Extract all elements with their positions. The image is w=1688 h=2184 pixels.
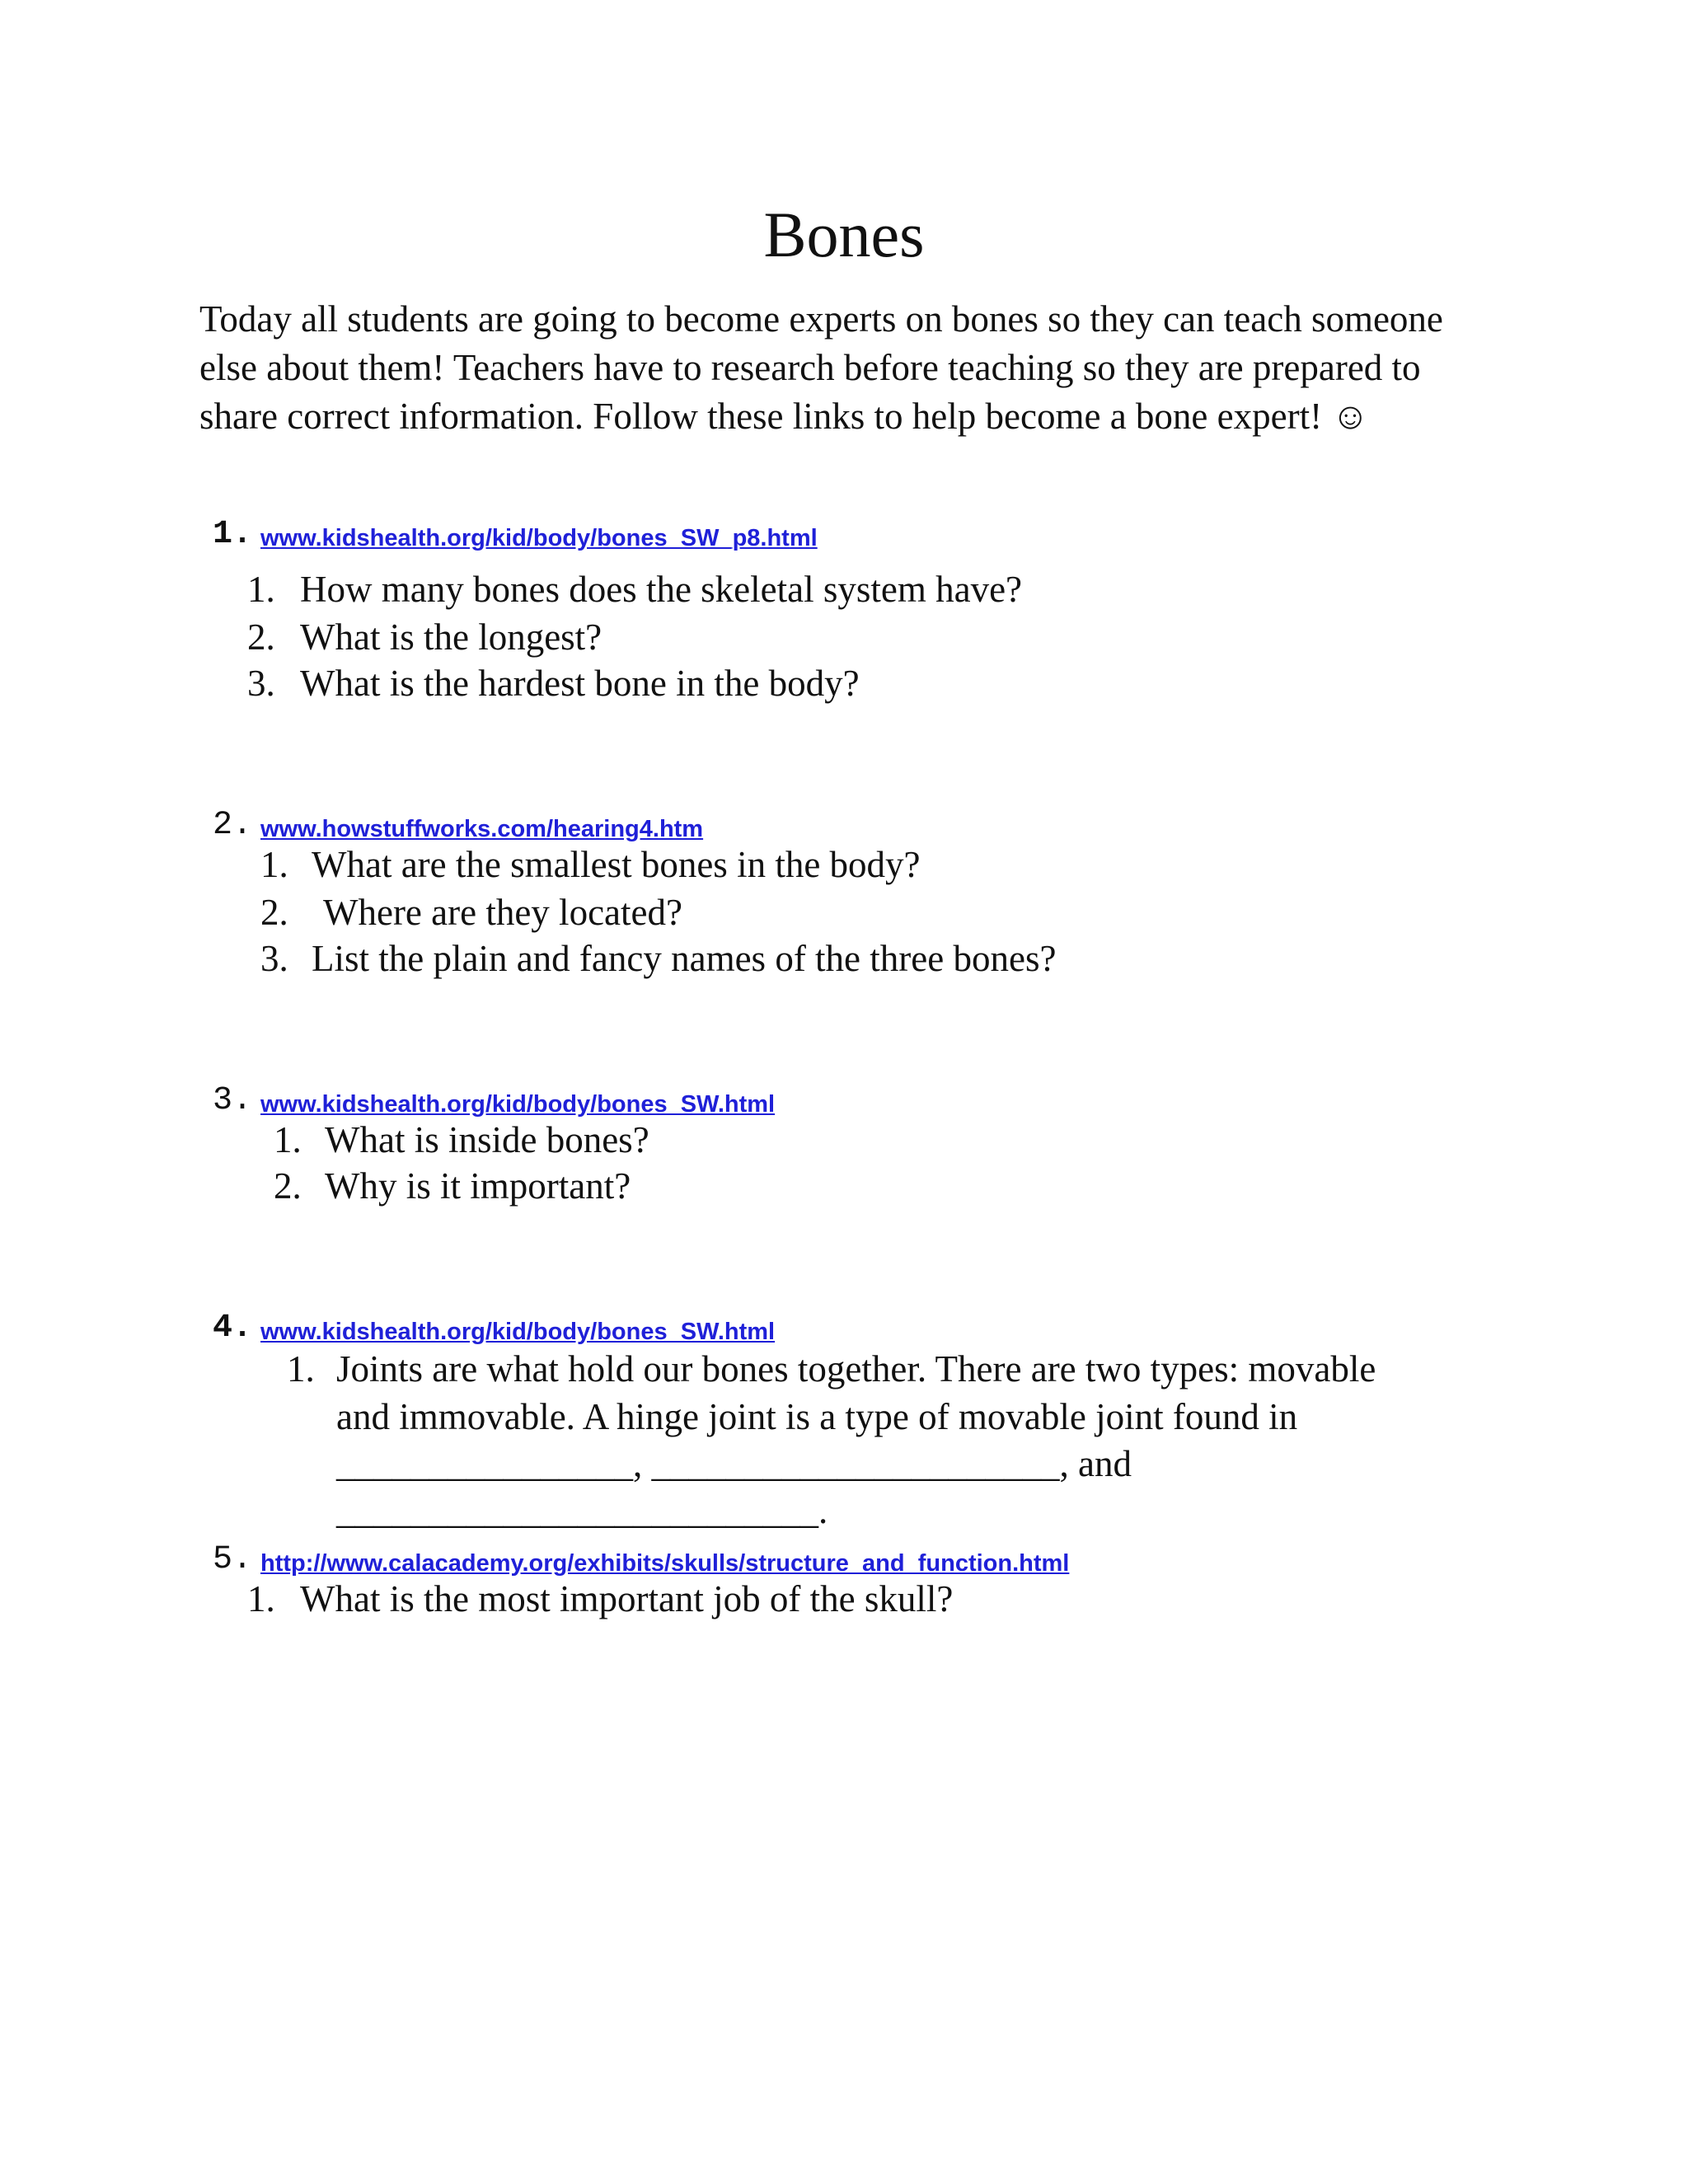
question-2-1	[260, 841, 921, 888]
question-number: 3.	[260, 938, 288, 979]
question-text: What is the longest?	[300, 616, 603, 658]
question-text: What are the smallest bones in the body?	[312, 844, 921, 885]
question-3-1	[274, 1117, 649, 1163]
question-number: 2.	[260, 892, 288, 933]
question-3-2	[274, 1163, 631, 1209]
section-number-1: 1.	[213, 516, 253, 553]
section-link-4[interactable]: www.kidshealth.org/kid/body/bones_SW.html	[260, 1319, 776, 1345]
page-title: Bones	[763, 199, 925, 270]
question-text: What is the hardest bone in the body?	[300, 663, 860, 704]
section-link-2[interactable]: www.howstuffworks.com/hearing4.htm	[260, 816, 704, 842]
question-number: 2.	[274, 1165, 302, 1207]
question-2-2	[260, 889, 682, 935]
question-number: 1.	[247, 1578, 275, 1619]
question-text: Where are they located?	[323, 892, 682, 933]
answer-blanks-line-1: ________________, ______________________, and	[336, 1443, 1132, 1484]
question-number: 1.	[287, 1348, 315, 1390]
question-text: List the plain and fancy names of the three bones?	[312, 938, 1057, 979]
answer-blanks-line-2: __________________________.	[336, 1490, 828, 1531]
section-link-1[interactable]: www.kidshealth.org/kid/body/bones_SW_p8.html	[260, 525, 818, 551]
question-1-3	[247, 660, 860, 706]
question-4-1	[287, 1346, 1376, 1392]
question-text: Joints are what hold our bones together. There are two types: movable	[336, 1348, 1376, 1390]
question-number: 1.	[274, 1119, 302, 1160]
section-number-3: 3.	[213, 1082, 253, 1119]
question-text: How many bones does the skeletal system have?	[300, 569, 1023, 610]
question-text: Why is it important?	[325, 1165, 631, 1207]
section-number-4: 4.	[213, 1310, 253, 1347]
question-1-1	[247, 566, 1022, 612]
question-1-2	[247, 614, 602, 660]
question-number: 2.	[247, 616, 275, 658]
question-text: What is the most important job of the skull?	[300, 1578, 954, 1619]
section-link-3[interactable]: www.kidshealth.org/kid/body/bones_SW.html	[260, 1091, 776, 1118]
question-number: 1.	[247, 569, 275, 610]
question-number: 3.	[247, 663, 275, 704]
question-number: 1.	[260, 844, 288, 885]
intro-paragraph: Today all students are going to become experts on bones so they can teach someone else about them! Teachers have to research before teaching so they are prepared to share correct information. Follow these links to help become a bone expert! ☺	[199, 298, 1443, 437]
section-number-2: 2.	[213, 807, 253, 844]
question-text: What is inside bones?	[325, 1119, 649, 1160]
question-4-1-continuation: and immovable. A hinge joint is a type of movable joint found in	[336, 1396, 1298, 1437]
section-number-5: 5.	[213, 1541, 253, 1578]
question-2-3	[260, 935, 1056, 982]
section-link-5[interactable]: http://www.calacademy.org/exhibits/skulls/structure_and_function.html	[260, 1550, 1070, 1577]
question-5-1	[247, 1576, 953, 1622]
